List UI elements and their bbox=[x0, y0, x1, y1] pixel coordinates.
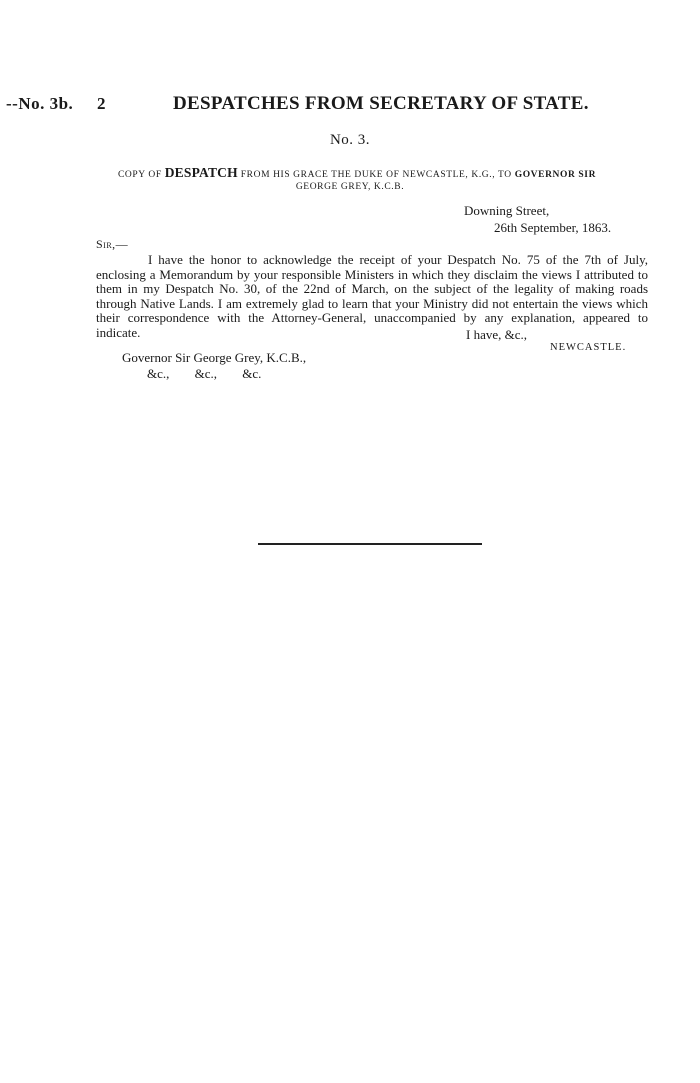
caption-rest: FROM HIS GRACE THE DUKE OF NEWCASTLE, K.G., TO bbox=[240, 170, 512, 180]
etc-item: &c., bbox=[194, 366, 218, 381]
etc-item: &c. bbox=[242, 366, 262, 381]
page-number: 2 bbox=[97, 94, 106, 113]
running-header: DESPATCHES FROM SECRETARY OF STATE. bbox=[173, 93, 589, 114]
caption-prefix: COPY OF bbox=[118, 170, 162, 180]
signature: NEWCASTLE. bbox=[550, 342, 627, 353]
addressee: Governor Sir George Grey, K.C.B., bbox=[122, 350, 307, 365]
sender-address: Downing Street, bbox=[464, 203, 550, 218]
caption-line-2: GEORGE GREY, K.C.B. bbox=[295, 182, 405, 192]
caption-title: DESPATCH bbox=[164, 165, 238, 180]
despatch-number: No. 3. bbox=[329, 132, 371, 148]
caption-line-1 bbox=[118, 165, 596, 181]
closing: I have, &c., bbox=[466, 327, 528, 342]
despatch-date: 26th September, 1863. bbox=[494, 220, 612, 235]
salutation: Sir,— bbox=[96, 237, 129, 251]
addressee-etc bbox=[147, 366, 283, 382]
caption-recipient: GOVERNOR SIR bbox=[514, 170, 597, 180]
document-reference: --No. 3b. bbox=[6, 94, 74, 113]
etc-item: &c., bbox=[147, 366, 170, 381]
despatch-body: I have the honor to acknowledge the receipt of your Despatch No. 75 of the 7th of July, enclosing a Memorandum by your responsible Ministers in which they disclaim the views I attributed to them in my Despatch No. 30, of the 22nd of March, on the subject of the legality of making roads through Native Lands. I am extremely glad to learn that your Ministry did not entertain the views which their correspondence with the Attorney-General, unaccompanied by any explanation, appeared to indicate. bbox=[96, 252, 648, 340]
section-divider bbox=[258, 543, 482, 545]
